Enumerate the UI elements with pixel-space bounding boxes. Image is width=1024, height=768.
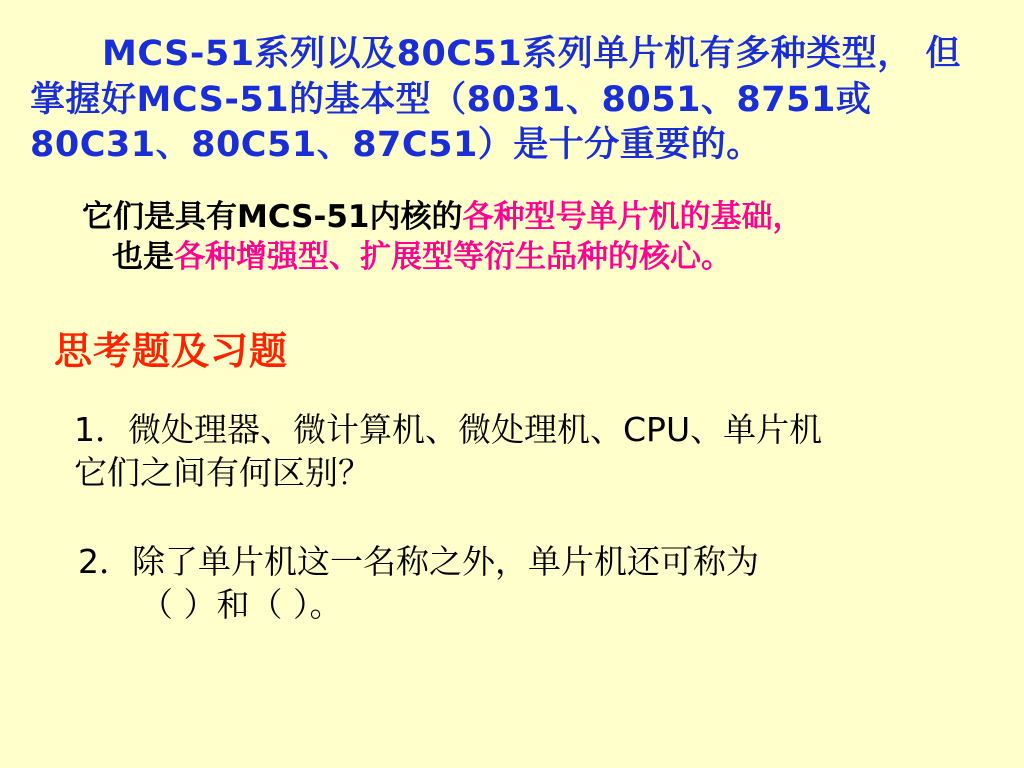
paragraph-core: [30, 197, 990, 279]
paragraph-core-line2: [82, 237, 990, 278]
paragraph-core-line2-black: 也是: [112, 239, 174, 276]
paragraph-intro: MCS-51系列以及80C51系列单片机有多种类型， 但掌握好MCS-51的基本型（8031、8051、8751或80C31、80C51、87C51）是十分重要的。: [30, 34, 961, 165]
paragraph-core-line1-black: 它们是具有MCS-51内核的: [82, 198, 463, 235]
paragraph-core-line1-highlight: 各种型号单片机的基础，: [462, 198, 804, 235]
question-2-line2: （ ）和（ ）。: [140, 584, 343, 624]
question-2-line1: 2．除了单片机这一名称之外，单片机还可称为: [78, 542, 759, 582]
question-2: [30, 541, 990, 627]
question-1-line2: 它们之间有何区别？: [74, 453, 371, 493]
question-1-line1: 1．微处理器、微计算机、微处理机、CPU、单片机: [74, 410, 823, 450]
section-heading: 思考题及习题: [54, 329, 289, 374]
paragraph-core-line2-highlight: 各种增强型、扩展型等衍生品种的核心。: [174, 239, 732, 276]
question-1: [30, 409, 990, 495]
